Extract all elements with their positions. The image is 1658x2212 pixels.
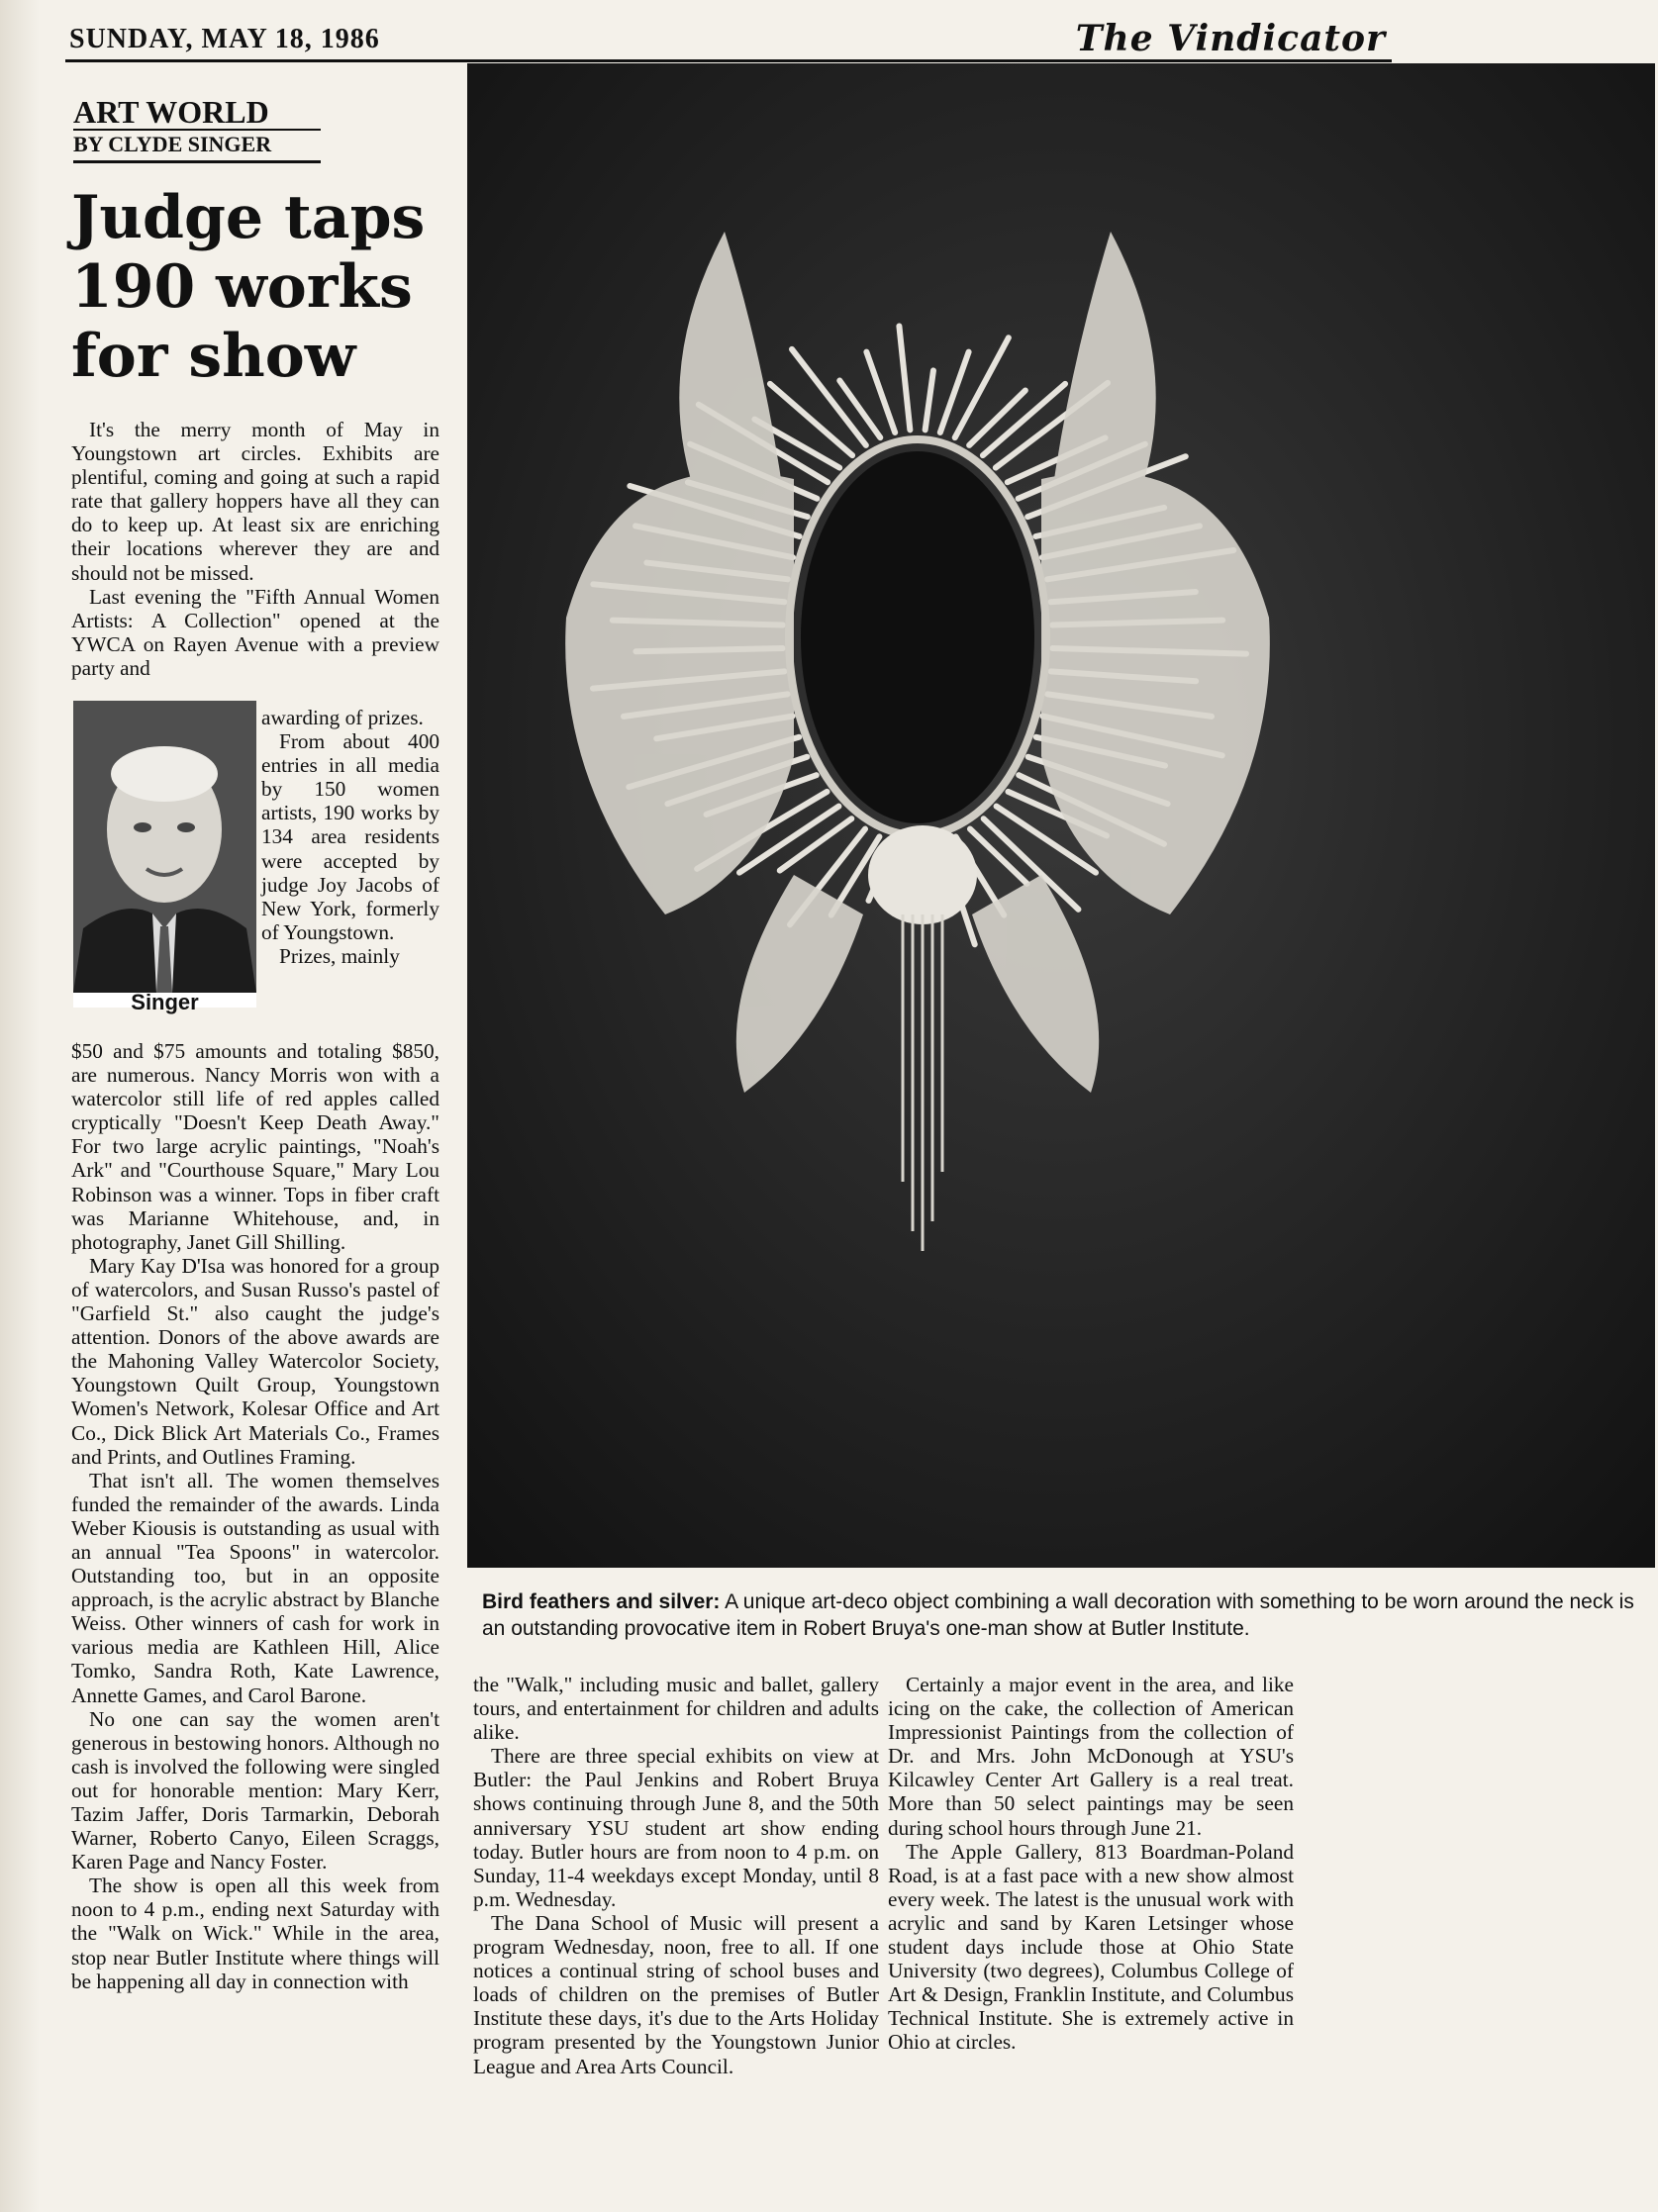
- feather-necklace-image: [467, 63, 1655, 1568]
- section-title: ART WORLD: [73, 95, 321, 131]
- paragraph: Certainly a major event in the area, and like icing on the cake, the collection of American Impressionist Paintings from the collection of Dr. and Mrs. John McDonough at YSU's Kilcawley Center Art Gallery is a real treat. More than 50 select paintings may be seen during school hours through June 21.: [888, 1673, 1294, 1840]
- paragraph: The show is open all this week from noon to 4 p.m., ending next Saturday with the "Walk on Wick." While in the area, stop near Butler Institute where things will be happening all day in connection with: [71, 1874, 439, 1993]
- dateline: SUNDAY, MAY 18, 1986: [69, 24, 380, 54]
- paragraph: $50 and $75 amounts and totaling $850, are numerous. Nancy Morris won with a watercolor still life of red apples called cryptically "Doesn't Keep Death Away." For two large acrylic paintings, "Noah's Ark" and "Courthouse Square," Mary Lou Robinson was a winner. Tops in fiber craft was Marianne Whitehouse, and, in photography, Janet Gill Shilling.: [71, 1039, 439, 1254]
- article-column-3: [888, 1673, 1294, 2055]
- author-portrait: [73, 701, 256, 1014]
- feature-photo: [467, 63, 1655, 1568]
- paragraph: awarding of prizes.: [261, 706, 424, 729]
- photo-caption: [482, 1588, 1640, 1642]
- headline: Judge taps 190 works for show: [71, 183, 426, 391]
- masthead: [65, 18, 1392, 62]
- paragraph: the "Walk," including music and ballet, gallery tours, and entertainment for children and adults alike.: [473, 1673, 879, 1745]
- paragraph: Mary Kay D'Isa was honored for a group of watercolors, and Susan Russo's pastel of "Garfield St." also caught the judge's attention. Donors of the above awards are the Mahoning Valley Watercolor Society, Youngstown Quilt Group, Youngstown Women's Network, Kolesar Office and Art Co., Dick Blick Art Materials Co., Frames and Prints, and Outlines Framing.: [71, 1253, 439, 1469]
- article-column-1-narrow: [261, 706, 439, 968]
- paragraph: Prizes, mainly: [279, 943, 400, 968]
- newspaper-name: The Vindicator: [1075, 18, 1386, 59]
- byline: BY CLYDE SINGER: [73, 131, 321, 163]
- paragraph: The Dana School of Music will present a program Wednesday, noon, free to all. If one notices a continual string of school buses and loads of children on the premises of Butler Institute these days, it's due to the Arts Holiday program presented by the Youngstown Junior League and Area Arts Council.: [473, 1910, 879, 2078]
- article-column-2: [473, 1673, 879, 2078]
- article-column-1-bottom: [71, 1039, 439, 1993]
- paragraph: There are three special exhibits on view at Butler: the Paul Jenkins and Robert Bruya shows continuing through June 8, and the 50th anniversary YSU student art show ending today. Butler hours are from noon to 4 p.m. on Sunday, 11-4 weekdays except Monday, until 8 p.m. Wednesday.: [473, 1744, 879, 1911]
- caption-lead: Bird feathers and silver:: [482, 1590, 721, 1613]
- paragraph: That isn't all. The women themselves funded the remainder of the awards. Linda Weber Kiousis is outstanding as usual with an annual "Tea Spoons" in watercolor. Outstanding too, but in an opposite approach, is the acrylic abstract by Blanche Weiss. Other winners of cash for work in various media are Kathleen Hill, Alice Tomko, Sandra Roth, Kate Lawrence, Annette Games, and Carol Barone.: [71, 1468, 439, 1707]
- portrait-photo: [73, 701, 256, 993]
- paragraph: From about 400 entries in all media by 150 women artists, 190 works by 134 area residents were accepted by judge Joy Jacobs of New York, formerly of Youngstown.: [261, 729, 439, 944]
- portrait-caption: Singer: [131, 990, 199, 1014]
- scan-edge: [0, 0, 40, 2212]
- section-header: [73, 95, 321, 163]
- paragraph: Last evening the "Fifth Annual Women Artists: A Collection" opened at the YWCA on Rayen Avenue with a preview party and: [71, 584, 439, 680]
- paragraph: It's the merry month of May in Youngstown art circles. Exhibits are plentiful, coming and going at such a rapid rate that gallery hoppers have all they can do to keep up. At least six are enriching their locations wherever they are and should not be missed.: [71, 418, 439, 585]
- article-column-1-top: [71, 418, 439, 680]
- paragraph: The Apple Gallery, 813 Boardman-Poland Road, is at a fast pace with a new show almost every week. The latest is the unusual work with acrylic and sand by Karen Letsinger whose student days include those at Ohio State University (two degrees), Columbus College of Art & Design, Franklin Institute, and Columbus Technical Institute. She is extremely active in Ohio at circles.: [888, 1839, 1294, 2055]
- paragraph: No one can say the women aren't generous in bestowing honors. Although no cash is involved the following were singled out for honorable mention: Mary Kerr, Tazim Jaffer, Doris Tarmarkin, Deborah Warner, Roberto Canyo, Eileen Scraggs, Karen Page and Nancy Foster.: [71, 1706, 439, 1875]
- caption-text: A unique art-deco object combining a wall decoration with something to be worn around the neck is an outstanding provocative item in Robert Bruya's one-man show at Butler Institute.: [482, 1590, 1634, 1640]
